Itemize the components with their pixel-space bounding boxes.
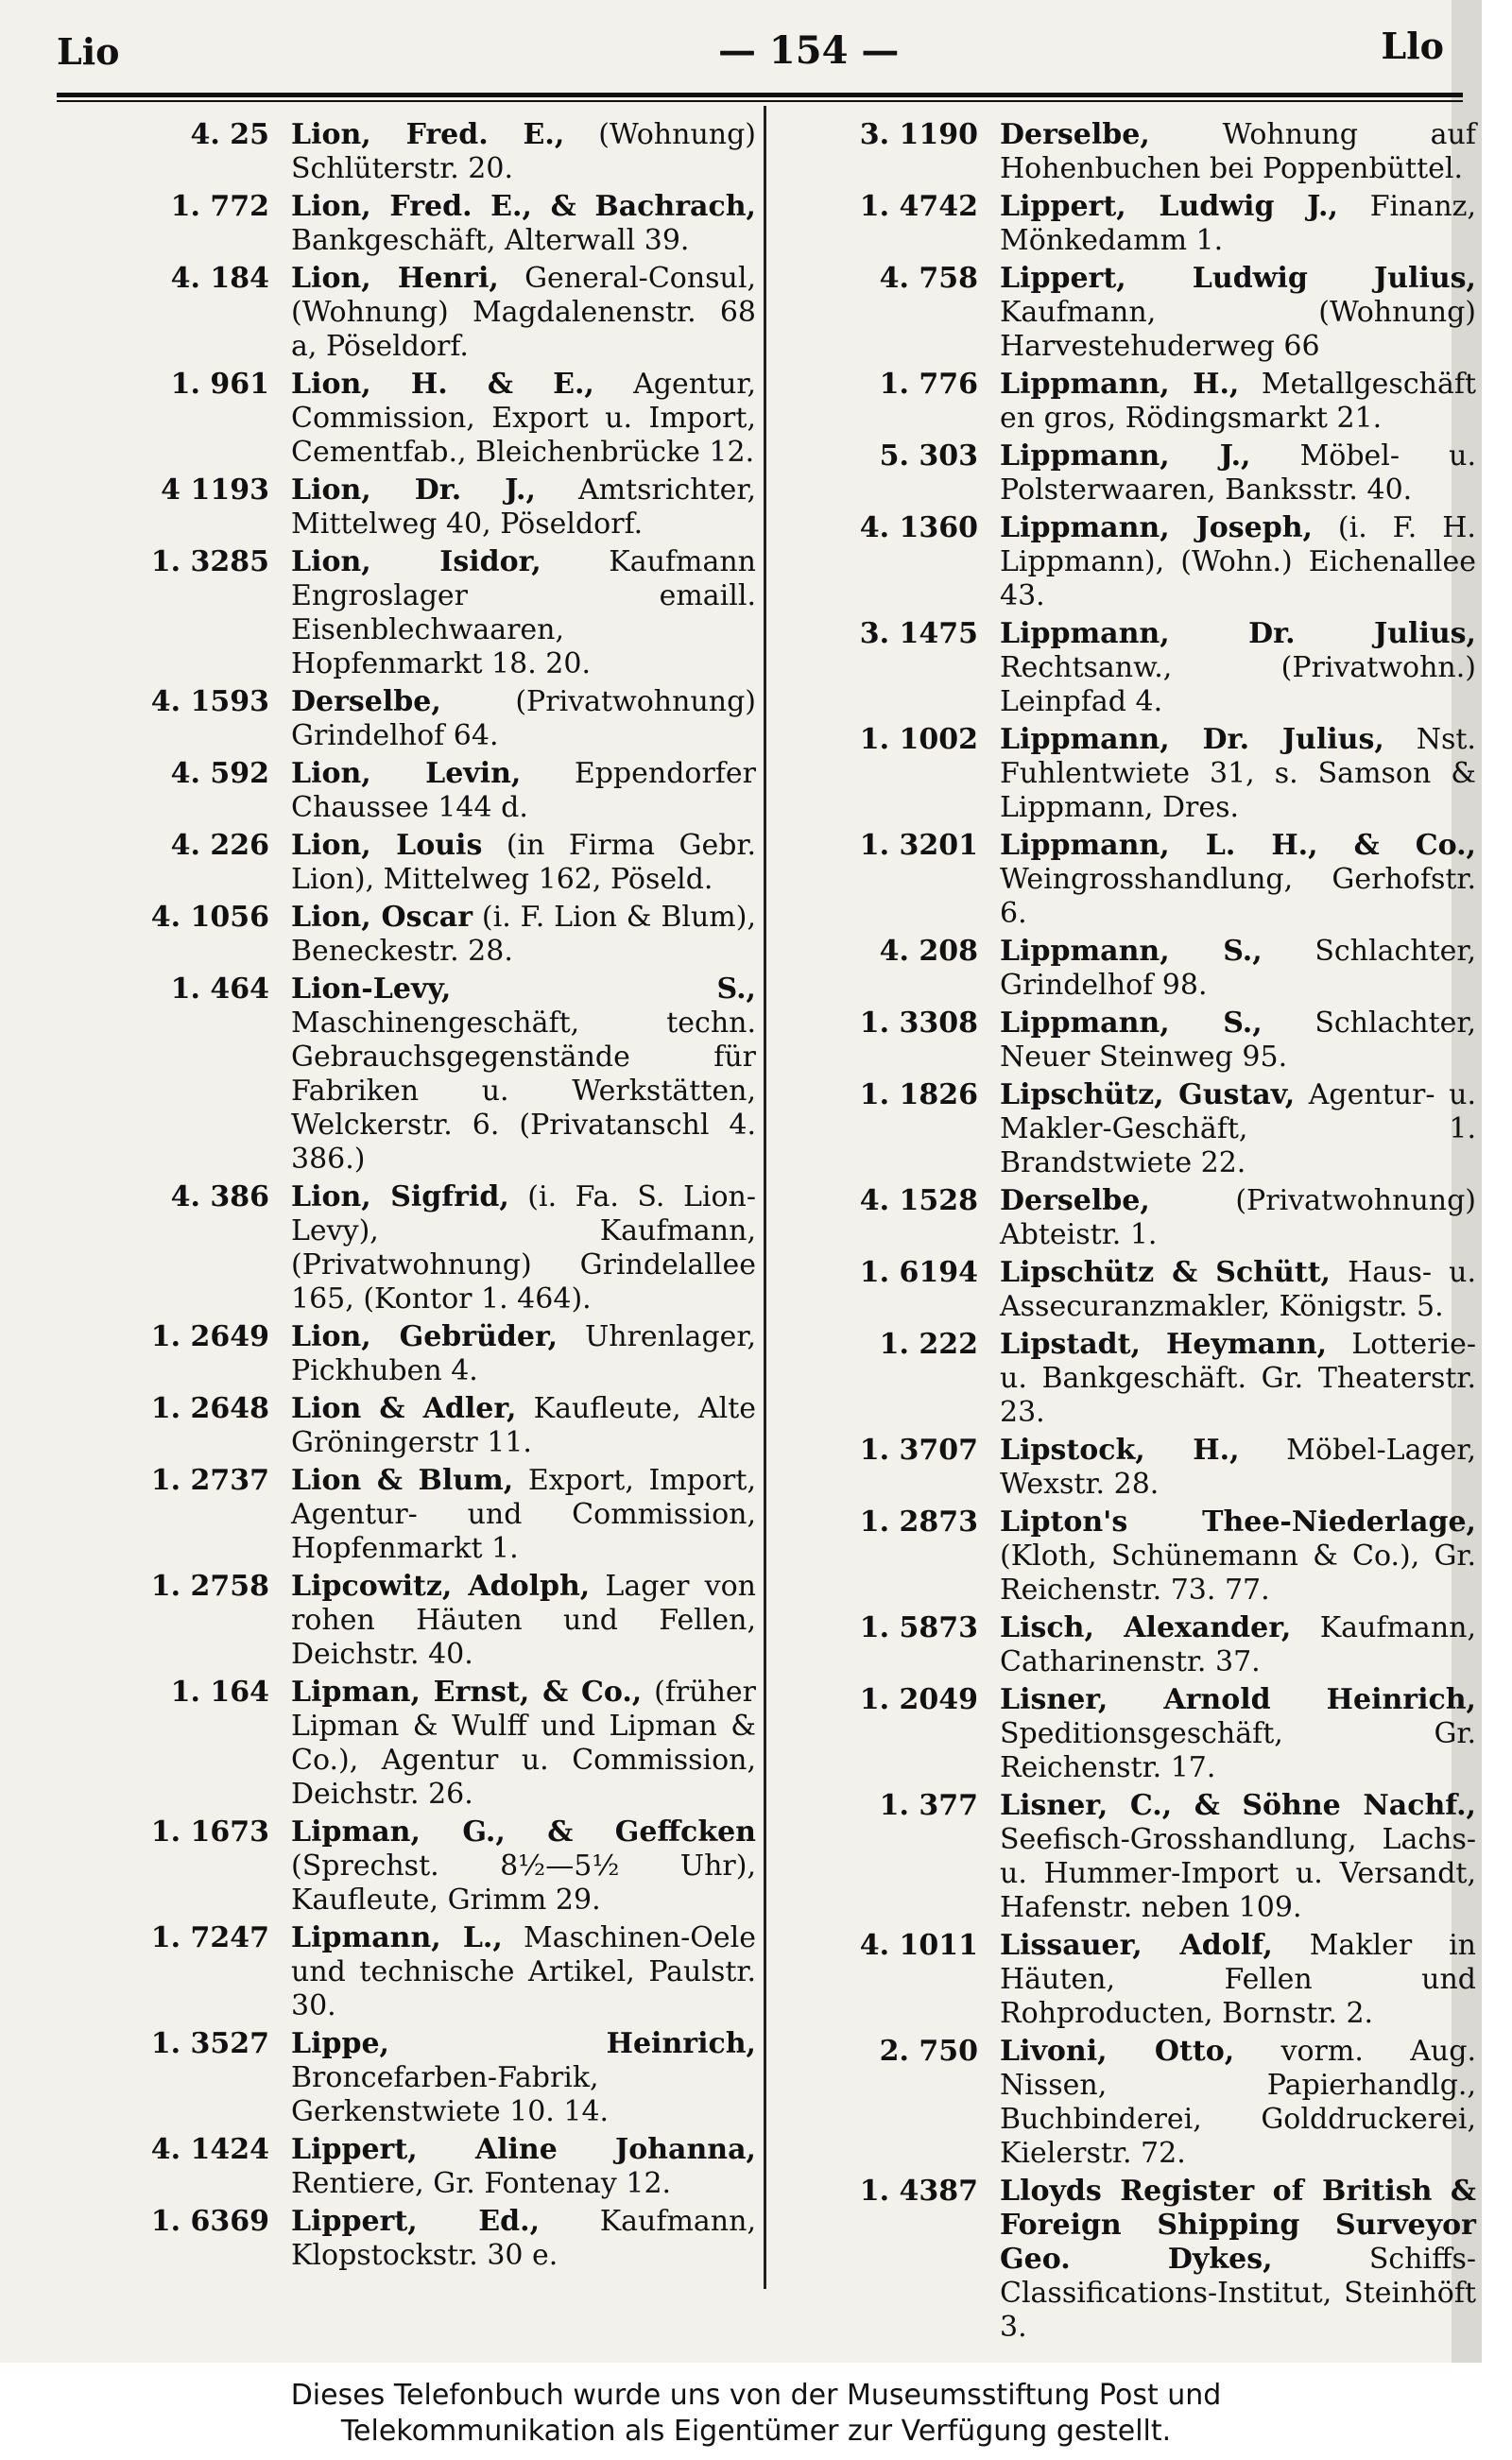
phone-number: 1. 1002 — [859, 723, 978, 756]
directory-entry — [66, 1676, 756, 1812]
subscriber-details: Kaufmann, Catharinenstr. 37. — [1000, 1611, 1476, 1678]
directory-entry — [775, 2035, 1476, 2171]
directory-entry — [775, 1929, 1476, 2031]
directory-entry — [66, 368, 756, 470]
subscriber-details: (Privatwohnung) Abteistr. 1. — [1000, 1184, 1476, 1251]
subscriber-name: Derselbe, — [1000, 1184, 1150, 1217]
directory-entry — [66, 2027, 756, 2129]
entry-text — [1000, 935, 1476, 1003]
subscriber-details: Maschinengeschäft, techn. Gebrauchsgegenstände für Fabriken u. Werkstätten, Welckerstr. 6. (Privatanschl 4. 386.) — [291, 1006, 756, 1176]
subscriber-name: Lipstadt, Heymann, — [1000, 1328, 1328, 1361]
subscriber-details: Kaufmann, (Wohnung) Harvestehuderweg 66 — [1000, 296, 1476, 363]
phone-number: 4. 1593 — [150, 685, 269, 718]
phone-number: 4. 25 — [190, 118, 269, 151]
subscriber-name: Lion, H. & E., — [291, 368, 594, 401]
entry-text — [291, 685, 756, 753]
subscriber-details: Weingrosshandlung, Gerhofstr. 6. — [1000, 863, 1476, 930]
subscriber-details: Rechtsanw., (Privatwohn.) Leinpfad 4. — [1000, 651, 1476, 718]
directory-entry — [66, 1464, 756, 1566]
phone-number: 1. 7247 — [150, 1921, 269, 1954]
phone-number: 4. 1360 — [859, 511, 978, 544]
subscriber-name: Lisner, C., & Söhne Nachf., — [1000, 1789, 1476, 1822]
subscriber-name: Lion, Gebrüder, — [291, 1320, 558, 1353]
right-column — [775, 118, 1476, 2348]
phone-number: 1. 6194 — [859, 1256, 978, 1289]
entry-text — [1000, 1256, 1476, 1324]
entry-text — [291, 118, 756, 186]
subscriber-name: Lion, Oscar — [291, 901, 473, 934]
column-divider — [764, 106, 766, 2289]
entry-text — [1000, 1434, 1476, 1502]
phone-number: 5. 303 — [879, 439, 978, 473]
subscriber-details: (Kloth, Schünemann & Co.), Gr. Reichenstr. 73. 77. — [1000, 1540, 1476, 1607]
subscriber-details: Amtsrichter, Mittelweg 40, Pöseldorf. — [291, 473, 756, 541]
subscriber-details: Seefisch-Grosshandlung, Lachs- u. Hummer-Import u. Versandt, Hafenstr. neben 109. — [1000, 1823, 1476, 1924]
entry-text — [291, 1180, 756, 1316]
subscriber-details: (früher Lipman & Wulff und Lipman & Co.), Agentur u. Commission, Deichstr. 26. — [291, 1676, 756, 1811]
directory-entry — [66, 757, 756, 825]
entry-text — [291, 757, 756, 825]
subscriber-name: Livoni, Otto, — [1000, 2035, 1235, 2068]
entry-text — [291, 2205, 756, 2273]
subscriber-details: vorm. Aug. Nissen, Papierhandlg., Buchbinderei, Golddruckerei, Kielerstr. 72. — [1000, 2035, 1476, 2170]
directory-entry — [775, 1078, 1476, 1180]
phone-number: 1. 961 — [170, 368, 269, 401]
subscriber-name: Lippmann, L. H., & Co., — [1000, 829, 1476, 862]
directory-entry — [775, 1184, 1476, 1252]
phone-number: 3. 1475 — [859, 617, 978, 650]
phone-number: 4. 226 — [170, 829, 269, 862]
directory-entry — [775, 1789, 1476, 1925]
subscriber-name: Lion & Blum, — [291, 1464, 514, 1497]
subscriber-details: Kaufmann, Klopstockstr. 30 e. — [291, 2205, 756, 2272]
subscriber-name: Lion, Sigfrid, — [291, 1180, 509, 1213]
directory-entry — [775, 829, 1476, 931]
entry-text — [291, 368, 756, 470]
directory-entry — [66, 829, 756, 897]
entry-text — [291, 1676, 756, 1812]
directory-entry — [66, 473, 756, 542]
directory-entry — [775, 118, 1476, 186]
phone-number: 1. 3707 — [859, 1434, 978, 1467]
directory-entry — [66, 545, 756, 681]
phone-number: 4. 1424 — [150, 2133, 269, 2166]
subscriber-name: Lippert, Ludwig J., — [1000, 190, 1338, 223]
subscriber-name: Lipschütz & Schütt, — [1000, 1256, 1331, 1289]
directory-entry — [775, 1611, 1476, 1679]
entry-text — [291, 2027, 756, 2129]
entry-text — [1000, 1789, 1476, 1925]
phone-number: 1. 2648 — [150, 1392, 269, 1425]
entry-text — [291, 473, 756, 542]
directory-entry — [775, 1256, 1476, 1324]
subscriber-details: (i. F. H. Lippmann), (Wohn.) Eichenallee 43. — [1000, 511, 1476, 612]
subscriber-details: Agentur- u. Makler-Geschäft, 1. Brandstwiete 22. — [1000, 1078, 1476, 1179]
subscriber-name: Lion, Isidor, — [291, 545, 541, 578]
phone-number: 1. 2737 — [150, 1464, 269, 1497]
entry-text — [291, 545, 756, 681]
phone-number: 4. 208 — [879, 935, 978, 968]
phone-number: 2. 750 — [879, 2035, 978, 2068]
entry-text — [1000, 617, 1476, 719]
entry-text — [291, 1815, 756, 1918]
entry-text — [291, 901, 756, 969]
phone-number: 1. 2758 — [150, 1570, 269, 1603]
phone-number: 1. 776 — [879, 368, 978, 401]
directory-entry — [775, 368, 1476, 436]
subscriber-details: Schlachter, Grindelhof 98. — [1000, 935, 1476, 1002]
phone-number: 1. 772 — [170, 190, 269, 223]
directory-entry — [66, 1180, 756, 1316]
subscriber-name: Lissauer, Adolf, — [1000, 1929, 1273, 1962]
subscriber-details: Agentur, Commission, Export u. Import, Cementfab., Bleichenbrücke 12. — [291, 368, 756, 469]
subscriber-name: Lion, Louis — [291, 829, 483, 862]
directory-entry — [775, 617, 1476, 719]
phone-number: 1. 5873 — [859, 1611, 978, 1644]
directory-entry — [66, 901, 756, 969]
subscriber-name: Lipschütz, Gustav, — [1000, 1078, 1296, 1111]
directory-entry — [775, 1434, 1476, 1502]
subscriber-name: Lipton's Thee-Niederlage, — [1000, 1505, 1476, 1539]
subscriber-name: Lippmann, S., — [1000, 935, 1263, 968]
directory-entry — [66, 1921, 756, 2023]
entry-text — [1000, 262, 1476, 364]
subscriber-name: Derselbe, — [1000, 118, 1150, 151]
header-right-keyword: Llo — [1381, 25, 1444, 67]
header-rule — [57, 93, 1463, 97]
subscriber-name: Lippert, Ludwig Julius, — [1000, 262, 1476, 295]
subscriber-name: Lippert, Aline Johanna, — [291, 2133, 756, 2166]
directory-entry — [66, 118, 756, 186]
subscriber-details: Bankgeschäft, Alterwall 39. — [291, 224, 690, 257]
entry-text — [1000, 1929, 1476, 2031]
subscriber-name: Lisner, Arnold Heinrich, — [1000, 1683, 1476, 1716]
subscriber-name: Lion, Dr. J., — [291, 473, 536, 507]
directory-entry — [66, 2205, 756, 2273]
subscriber-details: Export, Import, Agentur- und Commission, Hopfenmarkt 1. — [291, 1464, 756, 1565]
subscriber-name: Lippmann, Joseph, — [1000, 511, 1313, 544]
phone-number: 4 1193 — [161, 473, 269, 507]
subscriber-name: Lipman, G., & Geffcken — [291, 1815, 756, 1849]
subscriber-details: Uhrenlager, Pickhuben 4. — [291, 1320, 756, 1387]
directory-entry — [775, 723, 1476, 825]
directory-entry — [66, 685, 756, 753]
directory-entry — [775, 1505, 1476, 1608]
subscriber-details: Nst. Fuhlentwiete 31, s. Samson & Lippmann, Dres. — [1000, 723, 1476, 824]
phone-number: 4. 1528 — [859, 1184, 978, 1217]
subscriber-name: Lion, Fred. E., & Bachrach, — [291, 190, 756, 223]
subscriber-details: Haus- u. Assecuranzmakler, Königstr. 5. — [1000, 1256, 1477, 1323]
entry-text — [1000, 1611, 1476, 1679]
subscriber-name: Derselbe, — [291, 685, 441, 718]
directory-entry — [66, 2133, 756, 2201]
subscriber-details: Lotterie- u. Bankgeschäft. Gr. Theaterstr. 23. — [1000, 1328, 1476, 1429]
phone-number: 1. 4387 — [859, 2175, 978, 2208]
phone-number: 3. 1190 — [859, 118, 978, 151]
phone-number: 4. 758 — [879, 262, 978, 295]
directory-entry — [775, 262, 1476, 364]
subscriber-details: Makler in Häuten, Fellen und Rohproducten, Bornstr. 2. — [1000, 1929, 1476, 2030]
subscriber-details: Möbel-Lager, Wexstr. 28. — [1000, 1434, 1476, 1501]
subscriber-details: (in Firma Gebr. Lion), Mittelweg 162, Pöseld. — [291, 829, 756, 896]
directory-entry — [66, 972, 756, 1177]
subscriber-details: Maschinen-Oele und technische Artikel, Paulstr. 30. — [291, 1921, 756, 2022]
page-number: — 154 — — [718, 28, 900, 73]
entry-text — [291, 2133, 756, 2201]
phone-number: 4. 1056 — [150, 901, 269, 934]
phone-number: 1. 377 — [879, 1789, 978, 1822]
subscriber-details: (i. Fa. S. Lion-Levy), Kaufmann, (Privatwohnung) Grindelallee 165, (Kontor 1. 464). — [291, 1180, 756, 1316]
directory-entry — [775, 439, 1476, 507]
subscriber-name: Lipman, Ernst, & Co., — [291, 1676, 643, 1709]
entry-text — [1000, 190, 1476, 258]
subscriber-details: Schlachter, Neuer Steinweg 95. — [1000, 1006, 1476, 1074]
phone-number: 1. 222 — [879, 1328, 978, 1361]
entry-text — [291, 1464, 756, 1566]
entry-text — [1000, 1078, 1476, 1180]
footer-notice — [0, 2363, 1512, 2460]
subscriber-details: Broncefarben-Fabrik, Gerkenstwiete 10. 14. — [291, 2061, 610, 2128]
directory-entry — [66, 190, 756, 258]
subscriber-name: Lion & Adler, — [291, 1392, 517, 1425]
subscriber-name: Lion, Henri, — [291, 262, 499, 295]
entry-text — [291, 1570, 756, 1672]
entry-text — [291, 972, 756, 1177]
subscriber-name: Lippmann, S., — [1000, 1006, 1263, 1040]
subscriber-details: Speditionsgeschäft, Gr. Reichenstr. 17. — [1000, 1717, 1476, 1784]
entry-text — [1000, 511, 1476, 613]
directory-entry — [66, 1815, 756, 1918]
subscriber-details: (Privatwohnung) Grindelhof 64. — [291, 685, 756, 752]
entry-text — [1000, 1006, 1476, 1075]
entry-text — [291, 1921, 756, 2023]
phone-number: 1. 1673 — [150, 1815, 269, 1849]
page-header — [57, 21, 1444, 87]
subscriber-name: Lippmann, J., — [1000, 439, 1251, 473]
phone-number: 1. 6369 — [150, 2205, 269, 2238]
subscriber-details: Schiffs-Classifications-Institut, Steinhöft 3. — [1000, 2243, 1476, 2344]
phone-number: 1. 164 — [170, 1676, 269, 1709]
phone-number: 4. 592 — [170, 757, 269, 790]
directory-entry — [66, 1392, 756, 1460]
phone-number: 1. 1826 — [859, 1078, 978, 1111]
entry-text — [1000, 118, 1476, 186]
entry-text — [1000, 829, 1476, 931]
entry-text — [1000, 2175, 1476, 2345]
entry-text — [291, 1392, 756, 1460]
subscriber-name: Lion, Fred. E., — [291, 118, 565, 151]
phone-number: 1. 3285 — [150, 545, 269, 578]
subscriber-details: Kaufmann Engroslager emaill. Eisenblechwaaren, Hopfenmarkt 18. 20. — [291, 545, 756, 680]
directory-entry — [775, 2175, 1476, 2345]
subscriber-name: Lisch, Alexander, — [1000, 1611, 1292, 1644]
subscriber-details: Wohnung auf Hohenbuchen bei Poppenbüttel. — [1000, 118, 1476, 185]
entry-text — [1000, 723, 1476, 825]
directory-entry — [66, 262, 756, 364]
footer-line-1: Dieses Telefonbuch wurde uns von der Museumsstiftung Post und — [290, 2379, 1222, 2412]
subscriber-name: Lippmann, H., — [1000, 368, 1240, 401]
entry-text — [291, 1320, 756, 1388]
subscriber-details: Lager von rohen Häuten und Fellen, Deichstr. 40. — [291, 1570, 756, 1671]
phone-number: 1. 464 — [170, 972, 269, 1006]
phone-number: 4. 386 — [170, 1180, 269, 1213]
entry-text — [1000, 368, 1476, 436]
entry-text — [1000, 439, 1476, 507]
phone-number: 1. 3308 — [859, 1006, 978, 1040]
phone-number: 1. 3201 — [859, 829, 978, 862]
subscriber-name: Lippmann, Dr. Julius, — [1000, 617, 1476, 650]
subscriber-details: General-Consul, (Wohnung) Magdalenenstr. 68 a, Pöseldorf. — [291, 262, 756, 363]
entry-text — [291, 190, 756, 258]
subscriber-name: Lipcowitz, Adolph, — [291, 1570, 591, 1603]
entry-text — [1000, 1683, 1476, 1785]
subscriber-details: (i. F. Lion & Blum), Beneckestr. 28. — [291, 901, 756, 968]
subscriber-name: Lion, Levin, — [291, 757, 522, 790]
subscriber-name: Lipmann, L., — [291, 1921, 503, 1954]
directory-entry — [775, 190, 1476, 258]
directory-entry — [775, 1006, 1476, 1075]
left-column — [66, 118, 756, 2277]
subscriber-details: Kaufleute, Alte Gröningerstr 11. — [291, 1392, 757, 1459]
phone-number: 1. 2873 — [859, 1505, 978, 1539]
directory-entry — [775, 1683, 1476, 1785]
footer-line-2: Telekommunikation als Eigentümer zur Verfügung gestellt. — [340, 2415, 1172, 2448]
subscriber-details: Rentiere, Gr. Fontenay 12. — [291, 2167, 672, 2200]
subscriber-name: Lipstock, H., — [1000, 1434, 1240, 1467]
subscriber-details: Möbel- u. Polsterwaaren, Banksstr. 40. — [1000, 439, 1476, 507]
header-rule-thin — [57, 100, 1463, 102]
subscriber-name: Lippmann, Dr. Julius, — [1000, 723, 1384, 756]
directory-entry — [775, 935, 1476, 1003]
phone-number: 1. 2049 — [859, 1683, 978, 1716]
entry-text — [1000, 1184, 1476, 1252]
phone-number: 1. 3527 — [150, 2027, 269, 2060]
phone-number: 1. 4742 — [859, 190, 978, 223]
directory-entry — [775, 511, 1476, 613]
phone-number: 4. 1011 — [859, 1929, 978, 1962]
subscriber-name: Lloyds Register of British & Foreign Shipping Surveyor Geo. Dykes, — [1000, 2175, 1476, 2276]
directory-entry — [66, 1570, 756, 1672]
subscriber-name: Lion-Levy, S., — [291, 972, 756, 1006]
entry-text — [1000, 1328, 1476, 1430]
directory-entry — [775, 1328, 1476, 1430]
subscriber-details: Finanz, Mönkedamm 1. — [1000, 190, 1476, 257]
subscriber-details: Metallgeschäft en gros, Rödingsmarkt 21. — [1000, 368, 1476, 435]
header-left-keyword: Lio — [57, 30, 120, 73]
entry-text — [1000, 1505, 1476, 1608]
phone-number: 1. 2649 — [150, 1320, 269, 1353]
subscriber-details: Eppendorfer Chaussee 144 d. — [291, 757, 756, 824]
entry-text — [291, 829, 756, 897]
entry-text — [1000, 2035, 1476, 2171]
subscriber-details: (Sprechst. 8½—5½ Uhr), Kaufleute, Grimm 29. — [291, 1849, 756, 1917]
subscriber-details: (Wohnung) Schlüterstr. 20. — [291, 118, 756, 185]
subscriber-name: Lippert, Ed., — [291, 2205, 541, 2238]
subscriber-name: Lippe, Heinrich, — [291, 2027, 756, 2060]
directory-entry — [66, 1320, 756, 1388]
entry-text — [291, 262, 756, 364]
phone-number: 4. 184 — [170, 262, 269, 295]
